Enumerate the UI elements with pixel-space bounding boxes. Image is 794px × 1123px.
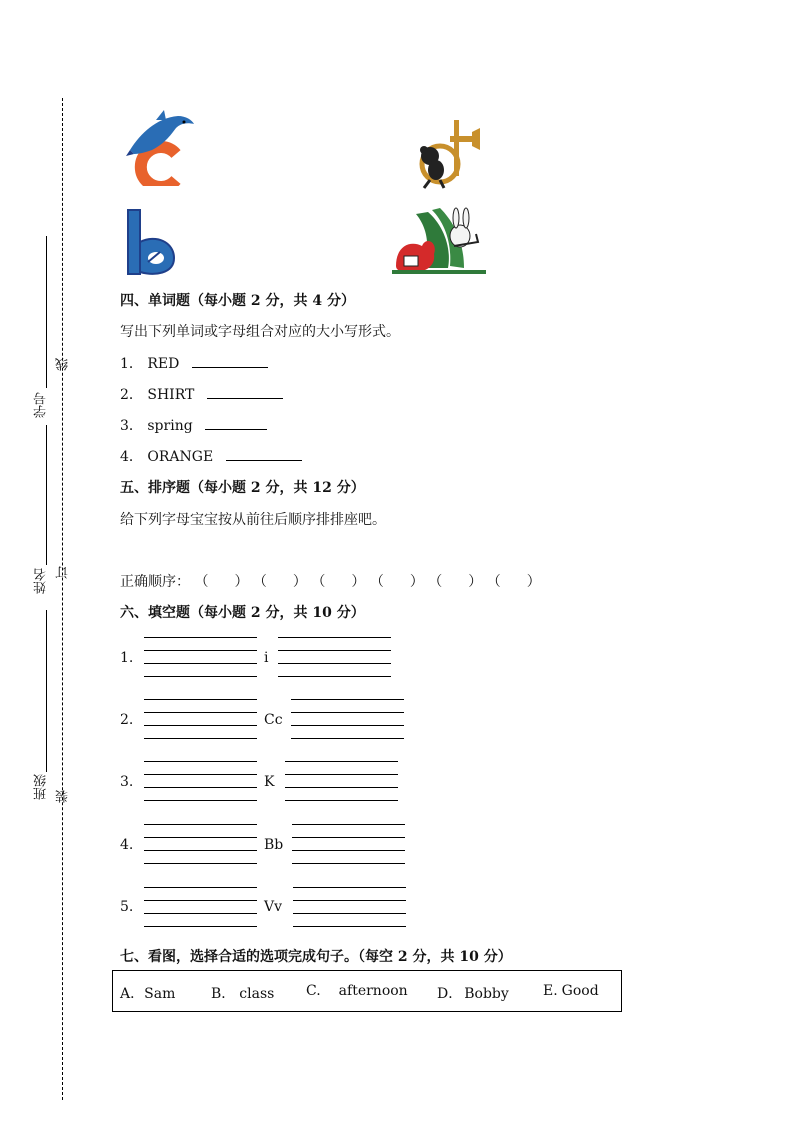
- writing-lines-right[interactable]: [293, 887, 406, 927]
- binding-dashed-line: [62, 98, 63, 1100]
- section4-item-4: [120, 446, 302, 466]
- section4-item-2: [120, 384, 283, 404]
- option-c[interactable]: C. afternoon: [306, 983, 408, 999]
- section5-answer-row: [120, 571, 541, 591]
- answer-blank[interactable]: [207, 386, 283, 399]
- writing-lines-right[interactable]: [292, 824, 405, 864]
- rabbit-apple-letter-a-picture: [392, 206, 488, 276]
- option-b[interactable]: B． class: [211, 986, 275, 1002]
- section6-item-1-number: 1.: [120, 650, 134, 666]
- section4-item-3: [120, 415, 267, 435]
- answer-blank[interactable]: [226, 448, 302, 461]
- order-slot-6[interactable]: （ ）: [486, 574, 541, 590]
- binding-word-line: 线: [56, 358, 71, 371]
- section5-title: 五、排序题（每小题 2 分，共 12 分）: [120, 480, 365, 496]
- binding-word-staple: 订: [56, 566, 71, 579]
- section6-item-3-number: 3.: [120, 774, 134, 790]
- item-word: spring: [147, 418, 193, 434]
- section6-item-4-number: 4.: [120, 837, 134, 853]
- section6-item-4-letter: Bb: [264, 837, 284, 853]
- item-number: 3．: [120, 418, 143, 434]
- margin-number-label: 学号: [34, 392, 49, 418]
- order-slot-5[interactable]: （ ）: [428, 574, 483, 590]
- item-number: 2．: [120, 387, 143, 403]
- option-e[interactable]: E. Good: [543, 983, 599, 999]
- writing-lines-right[interactable]: [285, 761, 398, 801]
- binding-word-seal: 装: [56, 790, 71, 803]
- item-number: 1．: [120, 356, 143, 372]
- margin-name-label: 姓名: [34, 568, 49, 594]
- writing-lines-left[interactable]: [144, 699, 257, 739]
- section6-title: 六、填空题（每小题 2 分，共 10 分）: [120, 605, 365, 621]
- section6-item-5-letter: Vv: [264, 899, 283, 915]
- writing-lines-right[interactable]: [291, 699, 404, 739]
- margin-class-label: 班级: [34, 774, 49, 800]
- section4-item-1: [120, 353, 268, 373]
- item-number: 4．: [120, 449, 143, 465]
- order-slot-4[interactable]: （ ）: [369, 574, 424, 590]
- writing-lines-left[interactable]: [144, 887, 257, 927]
- section6-item-3-letter: K: [264, 774, 275, 790]
- answer-blank[interactable]: [192, 355, 268, 368]
- section5-instruction: 给下列字母宝宝按从前往后顺序排排座吧。: [120, 512, 386, 528]
- item-word: ORANGE: [147, 449, 214, 465]
- order-slot-2[interactable]: （ ）: [252, 574, 307, 590]
- section4-title: 四、单词题（每小题 2 分，共 4 分）: [120, 293, 355, 309]
- section4-instruction: 写出下列单词或字母组合对应的大小写形式。: [120, 324, 400, 340]
- section6-item-1-letter: i: [264, 650, 269, 666]
- option-d[interactable]: D． Bobby: [437, 986, 509, 1002]
- section6-item-2-number: 2.: [120, 712, 134, 728]
- letter-b-picture: [126, 208, 178, 278]
- option-a[interactable]: A．Sam: [120, 986, 176, 1002]
- mouse-trumpet-letter-d-picture: [410, 114, 482, 192]
- writing-lines-left[interactable]: [144, 824, 257, 864]
- margin-number-underline: [46, 236, 47, 388]
- order-slot-3[interactable]: （ ）: [311, 574, 366, 590]
- margin-name-underline: [46, 425, 47, 565]
- answer-label: 正确顺序：: [120, 574, 190, 590]
- item-word: SHIRT: [147, 387, 195, 403]
- answer-blank[interactable]: [205, 417, 267, 430]
- section7-title: 七、看图，选择合适的选项完成句子。（每空 2 分，共 10 分）: [120, 949, 512, 965]
- item-word: RED: [147, 356, 180, 372]
- margin-class-underline: [46, 610, 47, 772]
- order-slot-1[interactable]: （ ）: [194, 574, 249, 590]
- writing-lines-left[interactable]: [144, 637, 257, 677]
- section6-item-2-letter: Cc: [264, 712, 283, 728]
- writing-lines-right[interactable]: [278, 637, 391, 677]
- section6-item-5-number: 5.: [120, 899, 134, 915]
- writing-lines-left[interactable]: [144, 761, 257, 801]
- dolphin-letter-c-picture: [126, 108, 198, 186]
